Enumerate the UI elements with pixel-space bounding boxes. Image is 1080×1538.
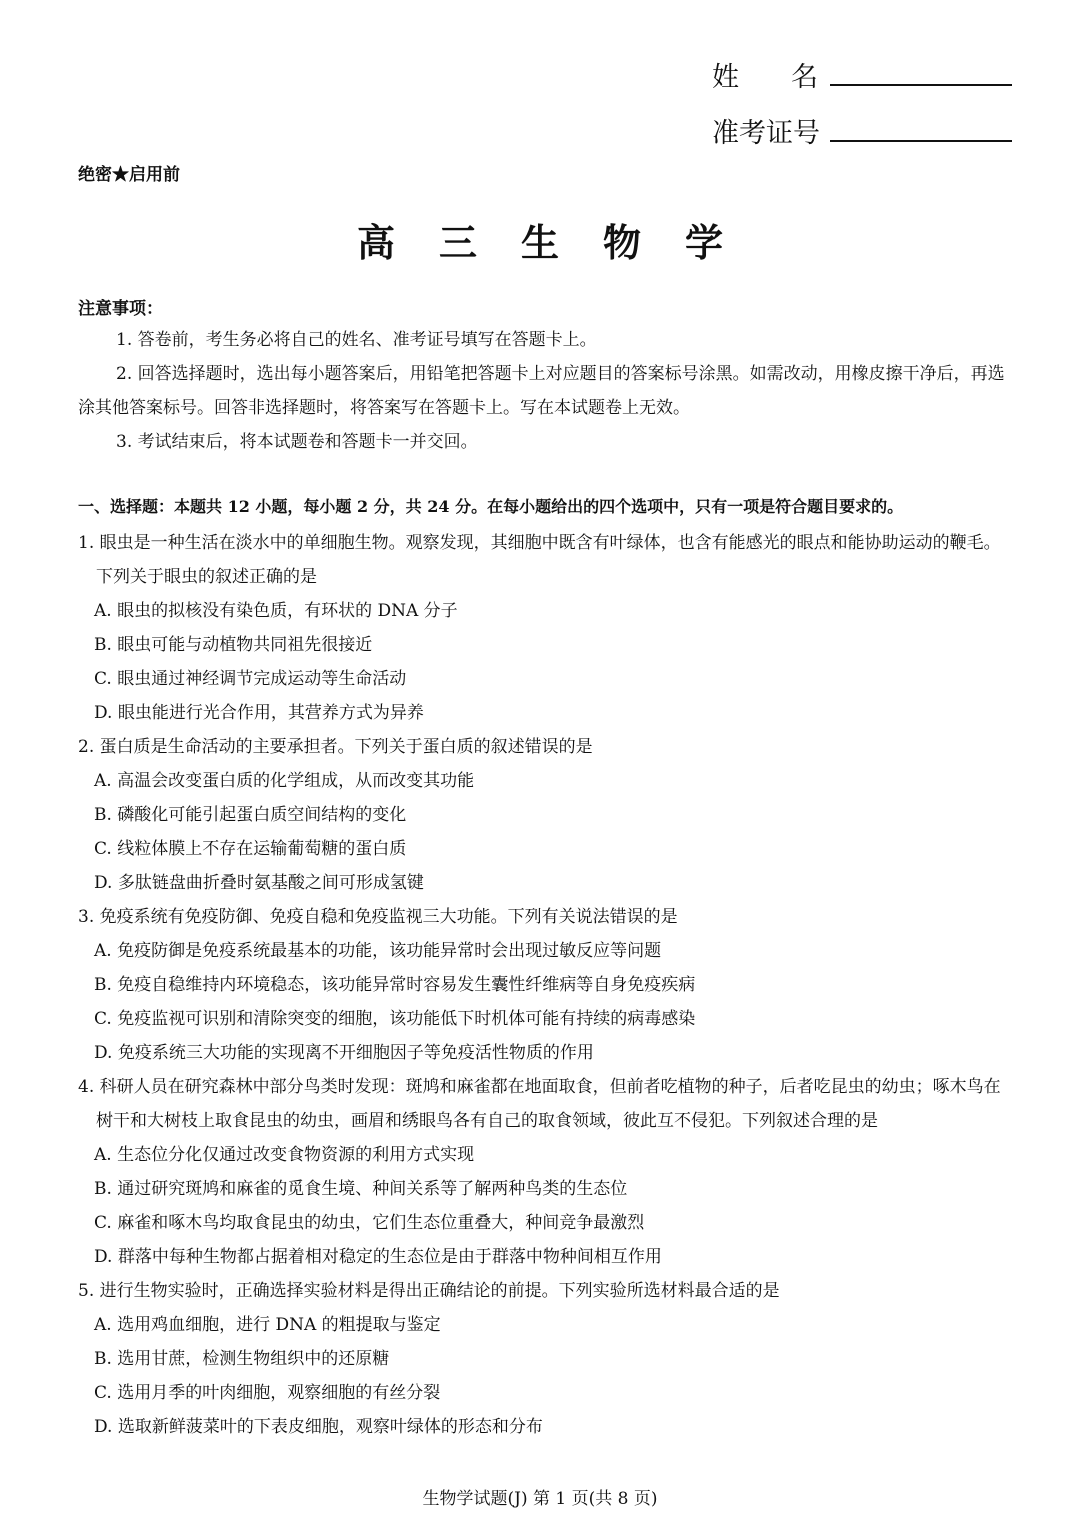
option: C. 麻雀和啄木鸟均取食昆虫的幼虫，它们生态位重叠大，种间竞争最激烈	[94, 1213, 645, 1233]
option: A. 生态位分化仅通过改变食物资源的利用方式实现	[94, 1145, 475, 1165]
notice-item: 2. 回答选择题时，选出每小题答案后，用铅笔把答题卡上对应题目的答案标号涂黑。如需改动，用橡皮擦干净后，再选涂其他答案标号。回答非选择题时，将答案写在答题卡上。写在本试题卷上无效。	[78, 364, 1005, 418]
option: A. 眼虫的拟核没有染色质，有环状的 DNA 分子	[94, 601, 458, 621]
option: D. 眼虫能进行光合作用，其营养方式为异养	[94, 703, 424, 723]
question-stem: 1. 眼虫是一种生活在淡水中的单细胞生物。观察发现，其细胞中既含有叶绿体，也含有能感光的眼点和能协助运动的鞭毛。下列关于眼虫的叙述正确的是	[78, 533, 1001, 587]
option: C. 免疫监视可识别和清除突变的细胞，该功能低下时机体可能有持续的病毒感染	[94, 1009, 696, 1029]
question-stem: 2. 蛋白质是生命活动的主要承担者。下列关于蛋白质的叙述错误的是	[78, 737, 593, 757]
name-row	[712, 38, 1012, 94]
question	[78, 900, 1008, 1070]
option: C. 眼虫通过神经调节完成运动等生命活动	[94, 669, 407, 689]
option: B. 眼虫可能与动植物共同祖先很接近	[94, 635, 373, 655]
section-title: 一、选择题：本题共 12 小题，每小题 2 分，共 24 分。在每小题给出的四个选项中，只有一项是符合题目要求的。	[78, 497, 904, 516]
name-blank[interactable]	[830, 62, 1012, 86]
option: B. 免疫自稳维持内环境稳态，该功能异常时容易发生囊性纤维病等自身免疫疾病	[94, 975, 696, 995]
candidate-info	[712, 38, 1012, 150]
option: A. 高温会改变蛋白质的化学组成，从而改变其功能	[94, 771, 475, 791]
option: D. 群落中每种生物都占据着相对稳定的生态位是由于群落中物种间相互作用	[94, 1247, 662, 1267]
id-label: 准考证号	[712, 118, 820, 149]
option: C. 线粒体膜上不存在运输葡萄糖的蛋白质	[94, 839, 407, 859]
option: D. 免疫系统三大功能的实现离不开细胞因子等免疫活性物质的作用	[94, 1043, 594, 1063]
option: B. 磷酸化可能引起蛋白质空间结构的变化	[94, 805, 407, 825]
question	[78, 526, 1008, 730]
question-list	[78, 526, 1008, 1444]
option: B. 选用甘蔗，检测生物组织中的还原糖	[94, 1349, 390, 1369]
id-blank[interactable]	[830, 118, 1012, 142]
question	[78, 730, 1008, 900]
question	[78, 1070, 1008, 1274]
notice-item: 3. 考试结束后，将本试题卷和答题卡一并交回。	[116, 432, 478, 452]
secret-mark: 绝密★启用前	[78, 165, 180, 185]
option: C. 选用月季的叶肉细胞，观察细胞的有丝分裂	[94, 1383, 441, 1403]
option: B. 通过研究斑鸠和麻雀的觅食生境、种间关系等了解两种鸟类的生态位	[94, 1179, 628, 1199]
page-footer: 生物学试题(J) 第 1 页(共 8 页)	[422, 1489, 658, 1509]
id-row	[712, 94, 1012, 150]
notice-list	[78, 323, 1008, 459]
question-stem: 3. 免疫系统有免疫防御、免疫自稳和免疫监视三大功能。下列有关说法错误的是	[78, 907, 678, 927]
question-stem: 5. 进行生物实验时，正确选择实验材料是得出正确结论的前提。下列实验所选材料最合适的是	[78, 1281, 780, 1301]
notice-heading: 注意事项：	[78, 299, 163, 319]
name-label: 姓名	[712, 62, 870, 93]
option: A. 免疫防御是免疫系统最基本的功能，该功能异常时会出现过敏反应等问题	[94, 941, 662, 961]
notice-item: 1. 答卷前，考生务必将自己的姓名、准考证号填写在答题卡上。	[116, 330, 597, 350]
page-title: 高三生物学	[356, 221, 767, 265]
option: A. 选用鸡血细胞，进行 DNA 的粗提取与鉴定	[94, 1315, 441, 1335]
option: D. 选取新鲜菠菜叶的下表皮细胞，观察叶绿体的形态和分布	[94, 1417, 543, 1437]
option: D. 多肽链盘曲折叠时氨基酸之间可形成氢键	[94, 873, 424, 893]
question	[78, 1274, 1008, 1444]
question-stem: 4. 科研人员在研究森林中部分鸟类时发现：斑鸠和麻雀都在地面取食，但前者吃植物的种子，后者吃昆虫的幼虫；啄木鸟在树干和大树枝上取食昆虫的幼虫，画眉和绣眼鸟各有自己的取食领域，彼此互不侵犯。下列叙述合理的是	[78, 1077, 1001, 1131]
